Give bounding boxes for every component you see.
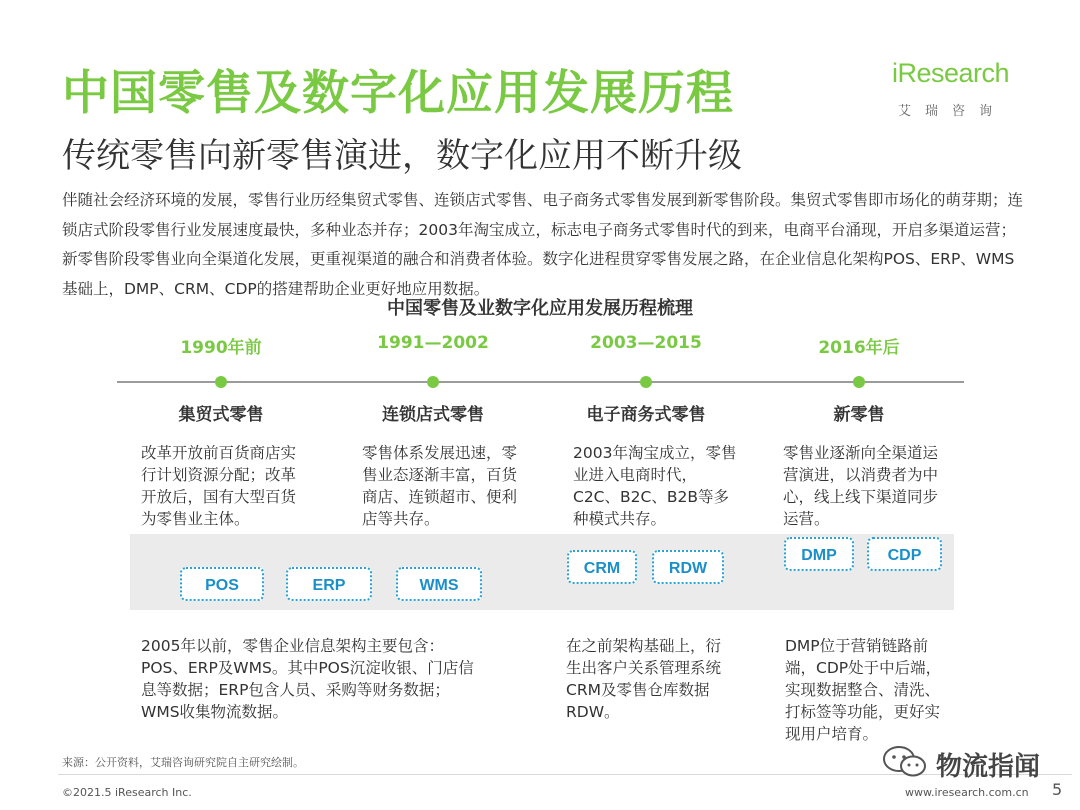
diagram-title: 中国零售及业数字化应用发展历程梳理 <box>387 298 693 319</box>
era-label: 1990年前 <box>180 338 262 358</box>
system-dmp: DMP <box>784 537 854 571</box>
wechat-watermark <box>880 744 1070 782</box>
logo-word: iResearch <box>892 58 1010 88</box>
timeline-node <box>215 376 227 388</box>
stage-name: 新零售 <box>833 405 885 425</box>
stage-name: 连锁店式零售 <box>382 405 484 425</box>
website: www.iresearch.com.cn <box>905 786 1029 799</box>
timeline-node <box>853 376 865 388</box>
systems-note: 在之前架构基础上，衍生出客户关系管理系统CRM及零售仓库数据RDW。 <box>566 637 722 721</box>
stage-name: 集贸式零售 <box>178 405 264 425</box>
logo-cn: 艾瑞咨询 <box>898 104 1007 119</box>
system-erp: ERP <box>286 567 372 601</box>
page-title: 中国零售及数字化应用发展历程 <box>62 66 734 121</box>
system-pos: POS <box>180 567 264 601</box>
stage-description: 零售体系发展迅速，零售业态逐渐丰富，百货商店、连锁超市、便利店等共存。 <box>362 444 518 528</box>
stage-description: 改革开放前百货商店实行计划资源分配；改革开放后，国有大型百货为零售业主体。 <box>141 444 297 528</box>
stage-description: 零售业逐渐向全渠道运营演进，以消费者为中心，线上线下渠道同步运营。 <box>783 444 939 528</box>
era-label: 2016年后 <box>818 338 900 358</box>
wechat-icon <box>880 744 930 778</box>
timeline-node <box>427 376 439 388</box>
era-label: 1991—2002 <box>377 333 489 353</box>
copyright: ©2021.5 iResearch Inc. <box>62 786 192 799</box>
watermark-text: 物流指闻 <box>936 752 1041 782</box>
era-label: 2003—2015 <box>590 333 702 353</box>
iresearch-logo <box>892 58 1028 124</box>
timeline-axis <box>117 381 964 383</box>
intro-paragraph: 伴随社会经济环境的发展，零售行业历经集贸式零售、连锁店式零售、电子商务式零售发展到新零售阶段。集贸式零售即市场化的萌芽期；连锁店式阶段零售行业发展速度最快，多种业态并存；2003年淘宝成立，标志电子商务式零售时代的到来，电商平台涌现，开启多渠道运营；新零售阶段零售业向全渠道化发展，更重视渠道的融合和消费者体验。数字化进程贯穿零售发展之路，在企业信息化架构POS、ERP、WMS基础上，DMP、CRM、CDP的搭建帮助企业更好地应用数据。 <box>62 191 1024 298</box>
stage-name: 电子商务式零售 <box>586 405 706 425</box>
stage-description: 2003年淘宝成立，零售业进入电商时代，C2C、B2C、B2B等多种模式共存。 <box>573 444 737 528</box>
system-rdw: RDW <box>652 550 724 584</box>
system-wms: WMS <box>396 567 482 601</box>
page-number: 5 <box>1052 780 1063 799</box>
timeline-node <box>640 376 652 388</box>
systems-note: DMP位于营销链路前端，CDP处于中后端，实现数据整合、清洗、打标签等功能，更好实现用户培育。 <box>785 637 942 743</box>
page-subtitle: 传统零售向新零售演进，数字化应用不断升级 <box>62 136 742 176</box>
system-crm: CRM <box>567 550 637 584</box>
system-cdp: CDP <box>867 537 942 571</box>
systems-note: 2005年以前，零售企业信息架构主要包含：POS、ERP及WMS。其中POS沉淀收银、门店信息等数据；ERP包含人员、采购等财务数据；WMS收集物流数据。 <box>141 637 474 721</box>
source-note: 来源：公开资料，艾瑞咨询研究院自主研究绘制。 <box>62 756 304 769</box>
